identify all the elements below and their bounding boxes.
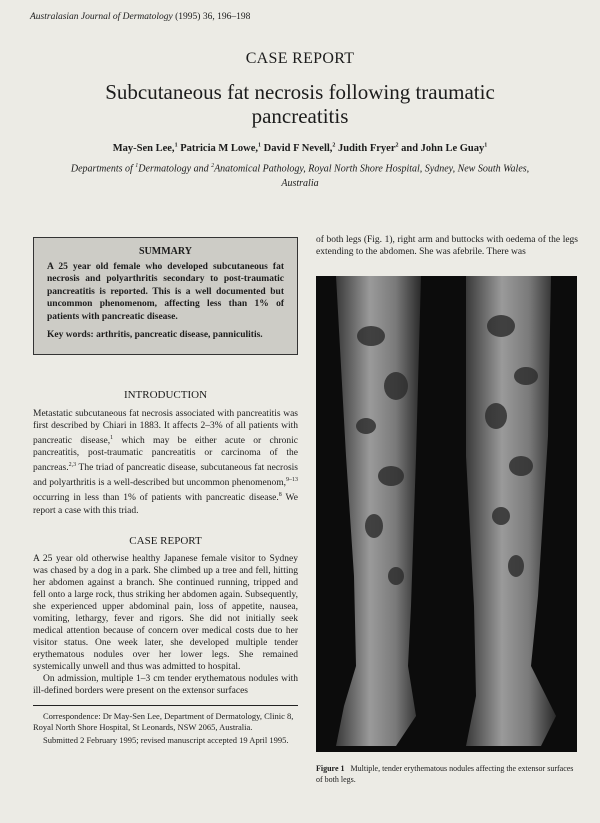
footnotes <box>33 711 298 746</box>
figure-label: Figure 1 <box>316 764 345 773</box>
case-report-text <box>33 553 298 697</box>
figure-caption: Figure 1 Multiple, tender erythematous nodules affecting the extensor surfaces of both legs. <box>316 764 574 784</box>
journal-name: Australasian Journal of Dermatology <box>30 12 173 22</box>
case-report-heading: CASE REPORT <box>129 534 202 547</box>
introduction-text: Metastatic subcutaneous fat necrosis associated with pancreatitis was first described by Chiari in 1883. It affects 2–3% of all patients with pancreatic disease,$^1$ which may be either acute or chronic pancreatitis, post-traumatic pancreatitis or carcinoma of the pancreas.$^{2,3}$ The triad of pancreatic disease, subcutaneous fat necrosis and polyarthritis is a well-described but uncommon phenomenom,$^{9-13}$ occurring in less than 1% of patients with pancreatic disease.$^8$ We report a case with this triad. <box>33 409 298 516</box>
summary-text: A 25 year old female who developed subcutaneous fat necrosis and polyarthritis secondary to post-traumatic pancreatitis is reported. This is a well documented but uncommon phenomenom, affecting less than 1% of patients with pancreatic disease. <box>47 262 284 322</box>
submission-dates: Submitted 2 February 1995; revised manuscript accepted 19 April 1995. <box>43 735 289 746</box>
authors <box>0 142 600 154</box>
author: Patricia M Lowe,$^1$ <box>180 142 262 154</box>
paragraph: On admission, multiple 1–3 cm tender erythematous nodules with ill-defined borders were present on the extensor surfaces <box>33 673 298 696</box>
summary-box <box>33 237 298 355</box>
journal-header <box>30 12 600 22</box>
author: David F Nevell,$^2$ <box>263 142 336 154</box>
legs-image <box>316 276 577 752</box>
author: Judith Fryer$^2$ <box>338 142 399 154</box>
author: and John Le Guay$^1$ <box>401 142 488 154</box>
introduction-heading: INTRODUCTION <box>123 389 208 401</box>
clinical-photo-legs <box>316 276 577 752</box>
summary-heading: SUMMARY <box>139 246 192 257</box>
footnote-divider <box>33 705 298 707</box>
keywords: Key words: arthritis, pancreatic disease, panniculitis. <box>47 330 263 341</box>
case-report-continued: of both legs (Fig. 1), right arm and buttocks with oedema of the legs extending to the abdomen. She was afebrile. There was <box>316 235 578 257</box>
article-header <box>0 0 600 191</box>
section-type: CASE REPORT <box>245 50 355 67</box>
affiliation: Departments of $^1$Dermatology and $^2$Anatomical Pathology, Royal North Shore Hospital, Sydney, New South Wales, Australia <box>70 162 530 189</box>
left-column <box>33 237 298 758</box>
citation: (1995) 36, 196–198 <box>175 12 251 22</box>
paragraph: A 25 year old otherwise healthy Japanese female visitor to Sydney was chased by a dog in a park. She climbed up a tree and fell, hitting her abdomen against a branch. She continued running, tripped and fell onto a large rock, thus striking her abdomen again. Subsequently, she experienced upper abdominal pain, loss of appetite, nausea, vomiting, lethargy, fever and rigors. She did not initially seek medical attention because of concern over medical costs due to her visitor status. One week later, she developed multiple tender erythematous nodules over her lower legs. She remained systemically unwell and thus was admitted to hospital. <box>33 553 298 672</box>
article-title: Subcutaneous fat necrosis following traumatic pancreatitis <box>105 80 495 128</box>
author: May-Sen Lee,$^1$ <box>112 142 178 154</box>
correspondence: Correspondence: Dr May-Sen Lee, Department of Dermatology, Clinic 8, Royal North Shore Hospital, St Leonards, NSW 2065, Australia. <box>33 711 294 733</box>
